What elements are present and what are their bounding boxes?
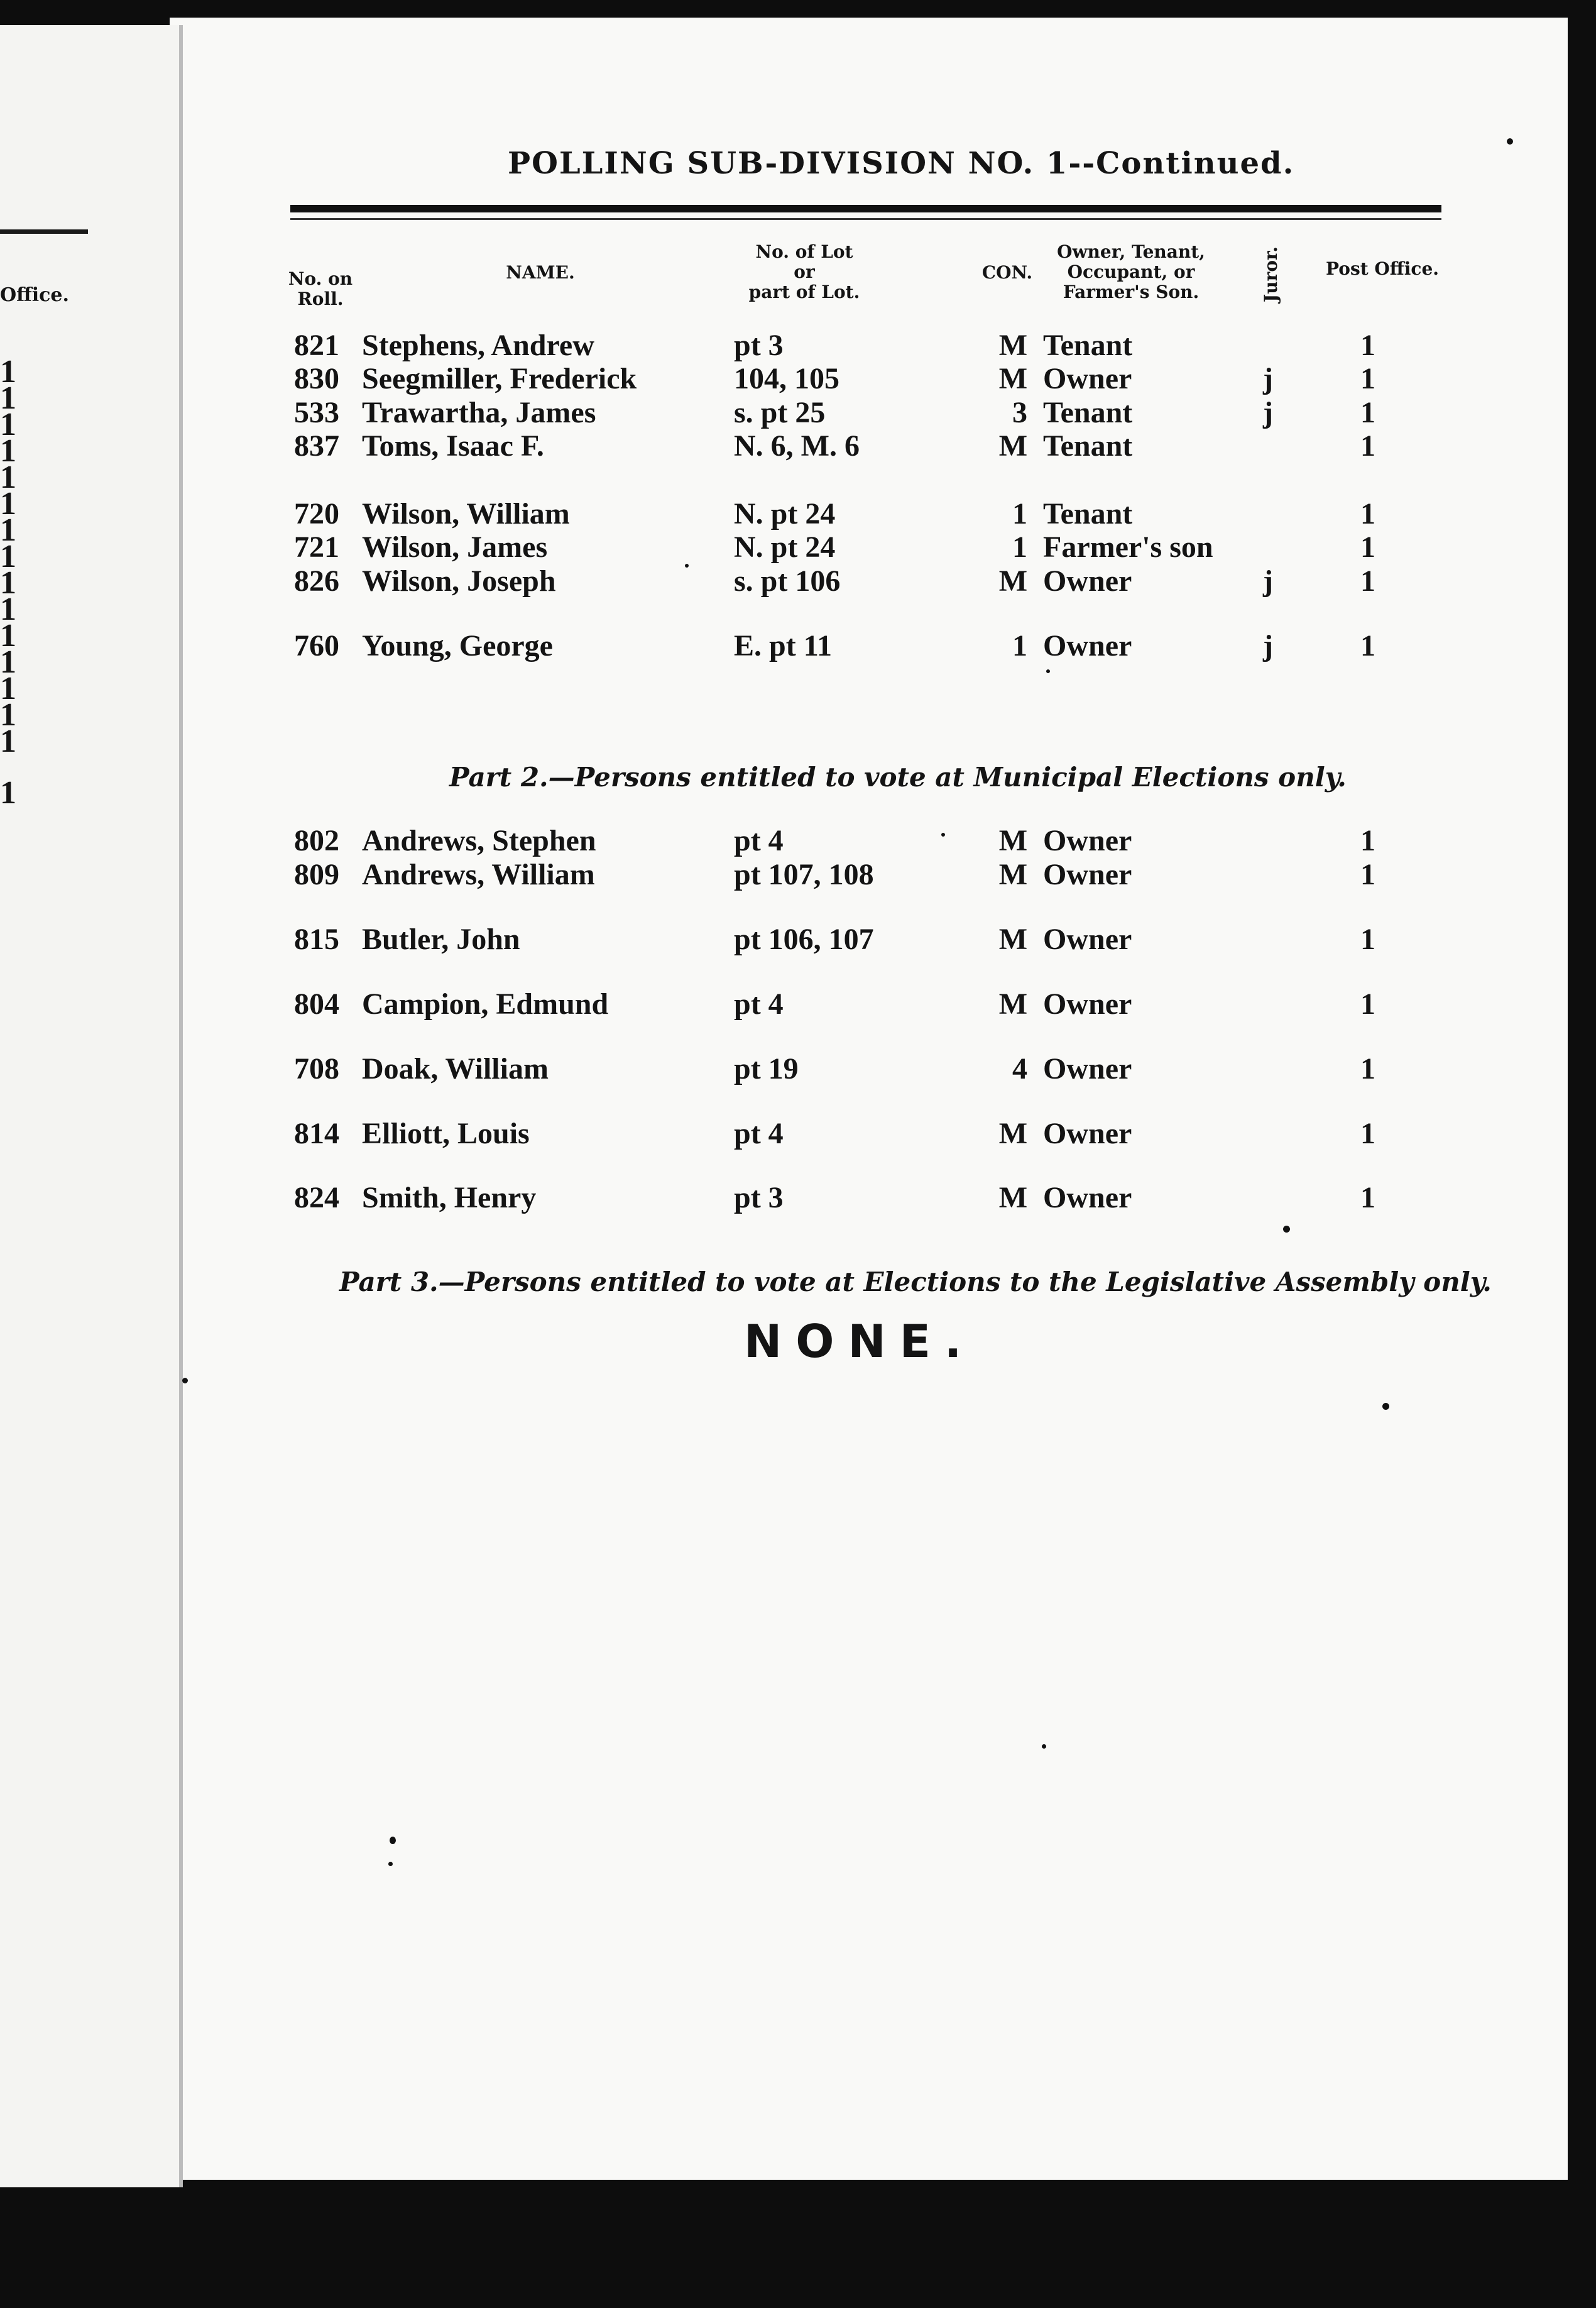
voter-row xyxy=(0,497,1596,534)
facing-page-value: 1 xyxy=(0,407,16,442)
lot-number: pt 19 xyxy=(734,1052,799,1085)
voter-name: Andrews, William xyxy=(362,858,595,891)
juror-mark: j xyxy=(1263,362,1273,395)
concession: M xyxy=(998,858,1027,891)
concession: M xyxy=(998,923,1027,956)
roll-number: 760 xyxy=(294,629,339,662)
owner-status: Owner xyxy=(1043,362,1132,395)
facing-page-value: 1 xyxy=(0,618,16,654)
print-speck xyxy=(388,1862,393,1866)
print-speck xyxy=(1042,1744,1046,1749)
concession: 4 xyxy=(1012,1052,1027,1085)
post-office: 1 xyxy=(1360,396,1375,429)
facing-page-value: 1 xyxy=(0,697,16,733)
roll-number: 837 xyxy=(294,429,339,463)
column-header-roll: No. on Roll. xyxy=(288,268,353,309)
post-office: 1 xyxy=(1360,329,1375,362)
owner-status: Owner xyxy=(1043,923,1132,956)
print-speck xyxy=(182,1378,188,1383)
lot-number: N. pt 24 xyxy=(734,530,836,564)
print-speck xyxy=(1046,669,1050,673)
voter-row xyxy=(0,395,1596,433)
print-speck xyxy=(1507,138,1513,145)
voter-name: Andrews, Stephen xyxy=(362,824,596,857)
column-header-post-office: Post Office. xyxy=(1325,258,1440,279)
owner-status: Farmer's son xyxy=(1043,530,1213,564)
post-office: 1 xyxy=(1360,1181,1375,1214)
lot-number: pt 4 xyxy=(734,987,784,1021)
concession: M xyxy=(998,362,1027,395)
owner-status: Owner xyxy=(1043,629,1132,662)
lot-number: s. pt 106 xyxy=(734,564,841,598)
roll-number: 533 xyxy=(294,396,339,429)
part3-none-text: NONE. xyxy=(744,1315,976,1368)
voter-name: Butler, John xyxy=(362,923,520,956)
concession: 1 xyxy=(1012,497,1027,530)
voter-row xyxy=(0,361,1596,399)
voter-row xyxy=(0,564,1596,602)
lot-number: pt 3 xyxy=(734,329,784,362)
juror-mark: j xyxy=(1263,629,1273,662)
roll-number: 830 xyxy=(294,362,339,395)
facing-page-value: 1 xyxy=(0,380,16,416)
owner-status: Owner xyxy=(1043,1052,1132,1085)
voter-name: Young, George xyxy=(362,629,553,662)
owner-status: Owner xyxy=(1043,987,1132,1021)
print-speck xyxy=(941,833,945,837)
concession: M xyxy=(998,1181,1027,1214)
concession: M xyxy=(998,1117,1027,1150)
print-speck xyxy=(390,1837,396,1844)
voter-name: Elliott, Louis xyxy=(362,1117,530,1150)
post-office: 1 xyxy=(1360,923,1375,956)
post-office: 1 xyxy=(1360,497,1375,530)
column-header-lot: No. of Lot or part of Lot. xyxy=(748,241,860,302)
owner-status: Owner xyxy=(1043,1181,1132,1214)
lot-number: pt 4 xyxy=(734,824,784,857)
concession: M xyxy=(998,987,1027,1021)
concession: 1 xyxy=(1012,629,1027,662)
owner-status: Tenant xyxy=(1043,329,1133,362)
roll-number: 809 xyxy=(294,858,339,891)
lot-number: N. pt 24 xyxy=(734,497,836,530)
lot-number: pt 106, 107 xyxy=(734,923,874,956)
voter-name: Wilson, James xyxy=(362,530,548,564)
voter-row xyxy=(0,1116,1596,1154)
facing-page-value: 1 xyxy=(0,512,16,548)
column-header-name: NAME. xyxy=(506,262,575,283)
owner-status: Owner xyxy=(1043,564,1132,598)
column-header-owner: Owner, Tenant, Occupant, or Farmer's Son. xyxy=(1057,241,1205,302)
post-office: 1 xyxy=(1360,429,1375,463)
roll-number: 802 xyxy=(294,824,339,857)
post-office: 1 xyxy=(1360,530,1375,564)
roll-number: 804 xyxy=(294,987,339,1021)
owner-status: Owner xyxy=(1043,824,1132,857)
roll-number: 721 xyxy=(294,530,339,564)
lot-number: s. pt 25 xyxy=(734,396,826,429)
owner-status: Tenant xyxy=(1043,396,1133,429)
concession: M xyxy=(998,429,1027,463)
voter-name: Smith, Henry xyxy=(362,1181,537,1214)
juror-mark: j xyxy=(1263,564,1273,598)
voter-row xyxy=(0,328,1596,366)
post-office: 1 xyxy=(1360,987,1375,1021)
voter-name: Campion, Edmund xyxy=(362,987,609,1021)
roll-number: 720 xyxy=(294,497,339,530)
part2-title: Part 2.—Persons entitled to vote at Municipal Elections only. xyxy=(449,762,1347,793)
lot-number: E. pt 11 xyxy=(734,629,833,662)
heading-rule-thick xyxy=(290,205,1441,212)
owner-status: Owner xyxy=(1043,1117,1132,1150)
voter-name: Seegmiller, Frederick xyxy=(362,362,637,395)
post-office: 1 xyxy=(1360,1052,1375,1085)
voter-name: Wilson, William xyxy=(362,497,570,530)
facing-page-rule xyxy=(0,229,88,234)
voter-row xyxy=(0,1052,1596,1089)
voter-row xyxy=(0,922,1596,960)
facing-page-value: 1 xyxy=(0,539,16,574)
post-office: 1 xyxy=(1360,858,1375,891)
post-office: 1 xyxy=(1360,1117,1375,1150)
owner-status: Tenant xyxy=(1043,497,1133,530)
voter-row xyxy=(0,823,1596,861)
roll-number: 708 xyxy=(294,1052,339,1085)
facing-page-value: 1 xyxy=(0,354,16,390)
roll-number: 821 xyxy=(294,329,339,362)
voter-name: Toms, Isaac F. xyxy=(362,429,544,463)
facing-page-header: Office. xyxy=(0,284,69,306)
concession: 3 xyxy=(1012,396,1027,429)
post-office: 1 xyxy=(1360,564,1375,598)
lot-number: 104, 105 xyxy=(734,362,839,395)
roll-number: 815 xyxy=(294,923,339,956)
voter-row xyxy=(0,629,1596,666)
print-speck xyxy=(1382,1403,1389,1410)
page-heading: POLLING SUB-DIVISION NO. 1--Continued. xyxy=(508,146,1295,181)
voter-row xyxy=(0,530,1596,568)
concession: M xyxy=(998,824,1027,857)
roll-number: 814 xyxy=(294,1117,339,1150)
lot-number: pt 3 xyxy=(734,1181,784,1214)
owner-status: Owner xyxy=(1043,858,1132,891)
facing-page-value: 1 xyxy=(0,723,16,759)
post-office: 1 xyxy=(1360,629,1375,662)
concession: M xyxy=(998,564,1027,598)
owner-status: Tenant xyxy=(1043,429,1133,463)
concession: M xyxy=(998,329,1027,362)
post-office: 1 xyxy=(1360,362,1375,395)
voter-name: Doak, William xyxy=(362,1052,549,1085)
voter-row xyxy=(0,429,1596,466)
heading-rule-thin xyxy=(290,218,1441,220)
juror-mark: j xyxy=(1263,396,1273,429)
facing-page-value: 1 xyxy=(0,486,16,522)
facing-page-value: 1 xyxy=(0,644,16,680)
column-header-juror: Juror. xyxy=(1260,246,1281,302)
voter-name: Wilson, Joseph xyxy=(362,564,556,598)
voter-row xyxy=(0,857,1596,895)
voter-row xyxy=(0,987,1596,1025)
facing-page-value: 1 xyxy=(0,459,16,495)
lot-number: pt 107, 108 xyxy=(734,858,874,891)
print-speck xyxy=(685,564,689,568)
lot-number: N. 6, M. 6 xyxy=(734,429,860,463)
print-speck xyxy=(1283,1226,1290,1233)
voter-name: Stephens, Andrew xyxy=(362,329,594,362)
post-office: 1 xyxy=(1360,824,1375,857)
part3-title: Part 3.—Persons entitled to vote at Elections to the Legislative Assembly only. xyxy=(339,1267,1492,1297)
voter-row xyxy=(0,1180,1596,1218)
facing-page-value: 1 xyxy=(0,671,16,706)
facing-page-value: 1 xyxy=(0,775,16,811)
concession: 1 xyxy=(1012,530,1027,564)
lot-number: pt 4 xyxy=(734,1117,784,1150)
facing-page-value: 1 xyxy=(0,565,16,601)
facing-page-value: 1 xyxy=(0,433,16,469)
roll-number: 826 xyxy=(294,564,339,598)
facing-page-value: 1 xyxy=(0,591,16,627)
voter-name: Trawartha, James xyxy=(362,396,596,429)
column-header-con: CON. xyxy=(981,262,1033,283)
roll-number: 824 xyxy=(294,1181,339,1214)
